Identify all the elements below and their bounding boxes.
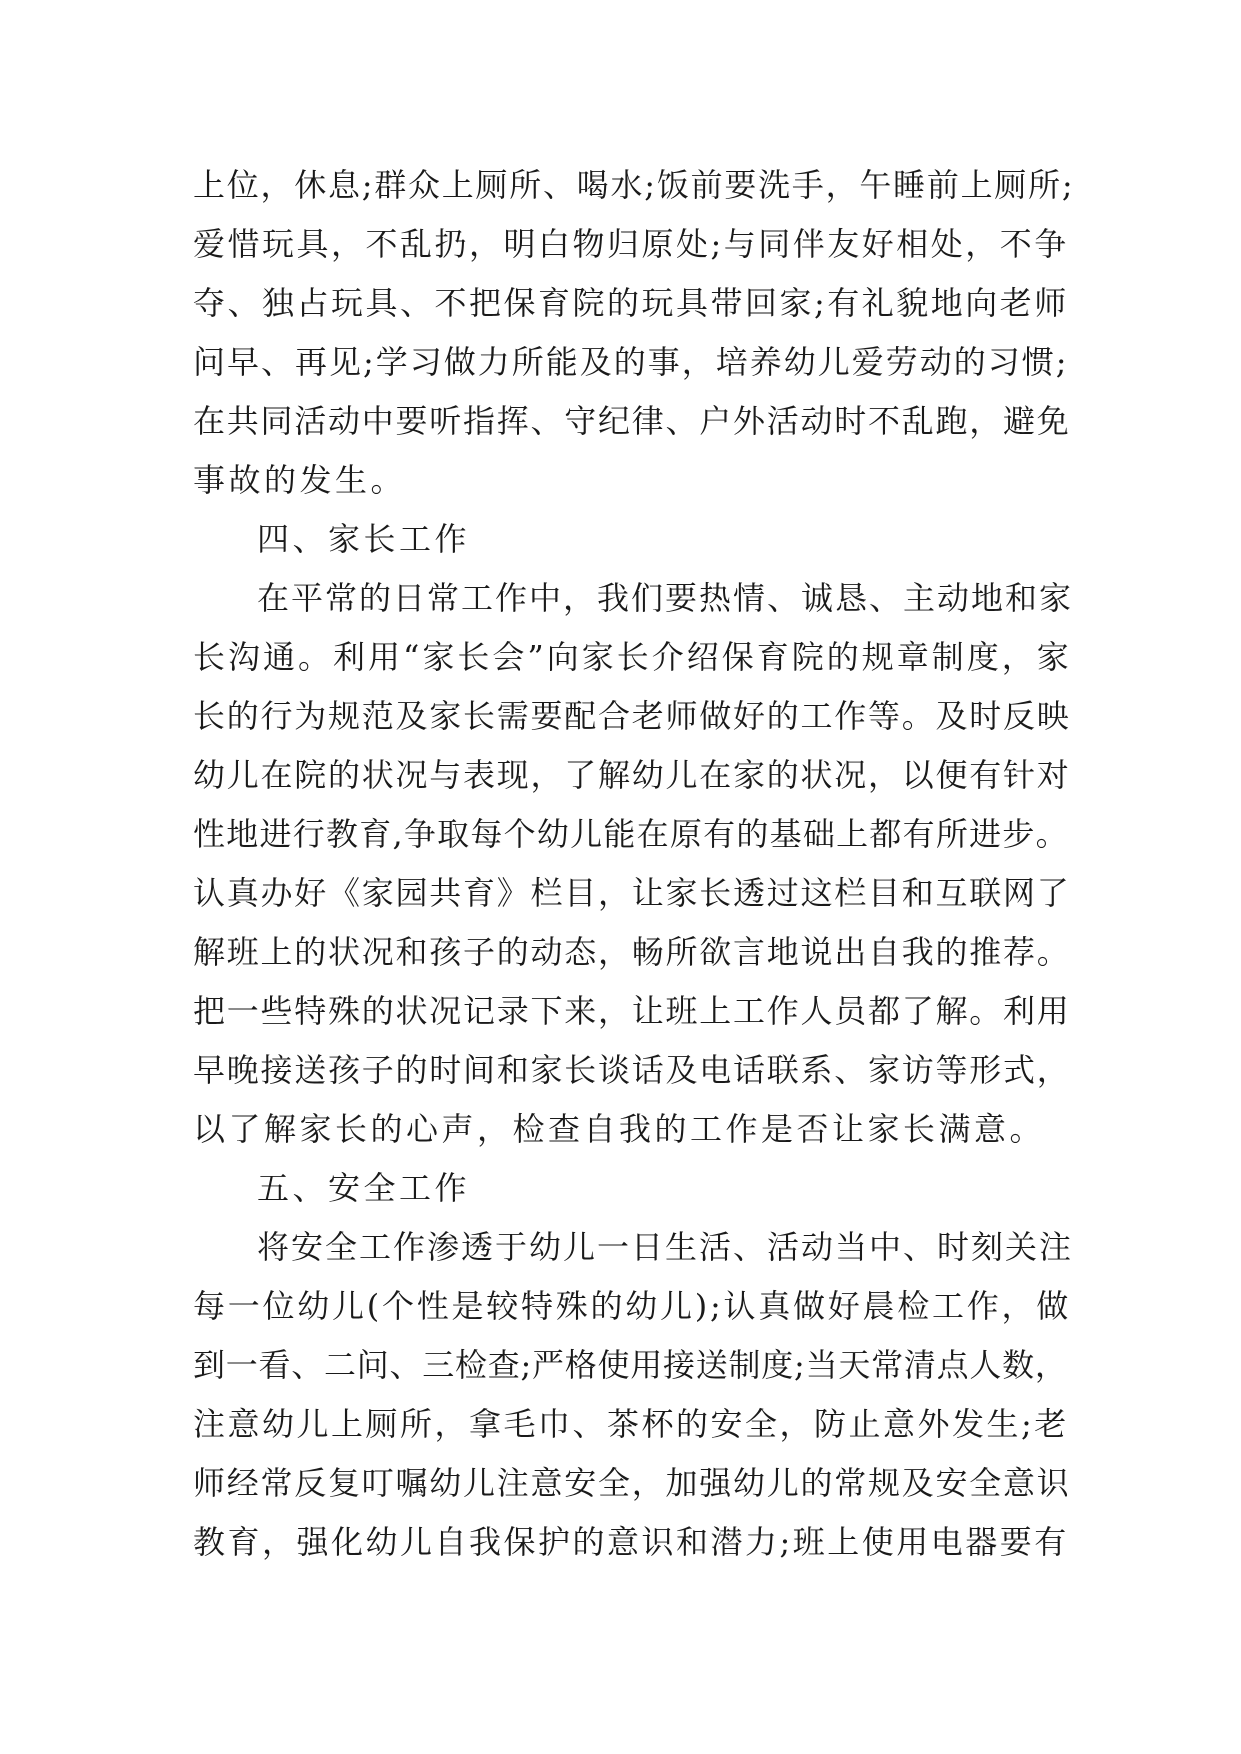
text-line: 问早、再见;学习做力所能及的事，培养幼儿爱劳动的习惯; [193, 343, 1069, 381]
text-line: 长沟通。利用“家长会”向家长介绍保育院的规章制度，家 [193, 638, 1072, 676]
text-line: 事故的发生。 [193, 461, 407, 499]
text-line: 解班上的状况和孩子的动态，畅所欲言地说出自我的推荐。 [193, 933, 1071, 971]
paragraph-first-line: 在平常的日常工作中，我们要热情、诚恳、主动地和家 [257, 579, 1074, 617]
text-line: 上位，休息;群众上厕所、喝水;饭前要洗手，午睡前上厕所; [193, 166, 1075, 204]
text-line: 师经常反复叮嘱幼儿注意安全，加强幼儿的常规及安全意识 [193, 1464, 1071, 1502]
text-line: 把一些特殊的状况记录下来，让班上工作人员都了解。利用 [193, 992, 1071, 1030]
text-line: 到一看、二问、三检查;严格使用接送制度;当天常清点人数， [193, 1346, 1068, 1384]
text-line: 幼儿在院的状况与表现，了解幼儿在家的状况，以便有针对 [193, 756, 1071, 794]
text-line: 爱惜玩具，不乱扔，明白物归原处;与同伴友好相处，不争 [193, 225, 1069, 263]
section-heading-safety-work: 五、安全工作 [257, 1169, 471, 1207]
text-line: 每一位幼儿(个性是较特殊的幼儿);认真做好晨检工作，做 [193, 1287, 1072, 1325]
text-line: 夺、独占玩具、不把保育院的玩具带回家;有礼貌地向老师 [193, 284, 1069, 322]
text-line: 性地进行教育,争取每个幼儿能在原有的基础上都有所进步。 [193, 815, 1069, 853]
text-line: 早晚接送孩子的时间和家长谈话及电话联系、家访等形式， [193, 1051, 1071, 1089]
text-line: 认真办好《家园共育》栏目，让家长透过这栏目和互联网了 [193, 874, 1071, 912]
text-line: 在共同活动中要听指挥、守纪律、户外活动时不乱跑，避免 [193, 402, 1071, 440]
section-heading-parent-work: 四、家长工作 [257, 520, 471, 558]
document-body [193, 156, 1073, 1572]
text-line: 长的行为规范及家长需要配合老师做好的工作等。及时反映 [193, 697, 1071, 735]
text-line: 以了解家长的心声，检查自我的工作是否让家长满意。 [193, 1110, 1046, 1148]
text-line: 教育，强化幼儿自我保护的意识和潜力;班上使用电器要有 [193, 1523, 1069, 1561]
paragraph-first-line: 将安全工作渗透于幼儿一日生活、活动当中、时刻关注 [257, 1228, 1074, 1266]
text-line: 注意幼儿上厕所，拿毛巾、茶杯的安全，防止意外发生;老 [193, 1405, 1069, 1443]
